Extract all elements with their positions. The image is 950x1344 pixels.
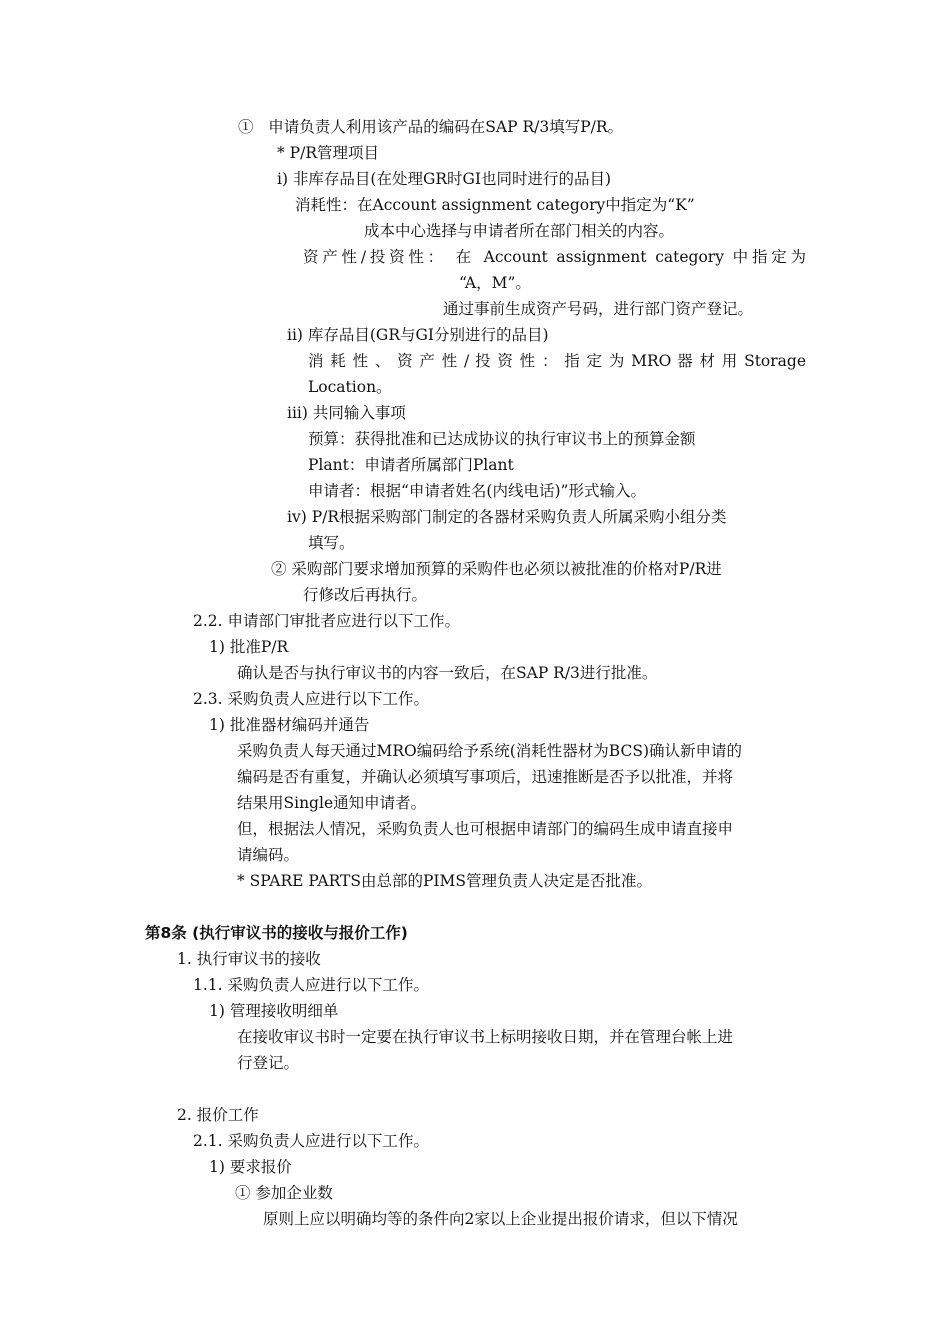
text-line: * P/R管理项目	[277, 144, 379, 162]
text-line: Location。	[308, 378, 392, 396]
text-line: * SPARE PARTS由总部的PIMS管理负责人决定是否批准。	[237, 872, 653, 890]
text-line: 但，根据法人情况，采购负责人也可根据申请部门的编码生成申请直接申	[237, 820, 734, 838]
text-line: 1. 执行审议书的接收	[177, 950, 321, 968]
text-line: i) 非库存品目(在处理GR时GI也同时进行的品目)	[277, 170, 612, 188]
text-line: 2.2. 申请部门审批者应进行以下工作。	[193, 612, 461, 630]
text-line: 行修改后再执行。	[303, 586, 428, 604]
text-line: 2.1. 采购负责人应进行以下工作。	[193, 1132, 430, 1150]
text-line: iv) P/R根据采购部门制定的各器材采购负责人所属采购小组分类	[287, 508, 727, 526]
text-line: 行登记。	[237, 1054, 300, 1072]
text-line: 资产性/投资性： 在 Account assignment category 中指定为	[303, 248, 806, 266]
text-line: 采购负责人每天通过MRO编码给予系统(消耗性器材为BCS)确认新申请的	[237, 742, 743, 760]
text-line: 在接收审议书时一定要在执行审议书上标明接收日期，并在管理台帐上进	[237, 1028, 734, 1046]
text-line: 2. 报价工作	[177, 1106, 259, 1124]
text-line: 申请者：根据“申请者姓名(内线电话)”形式输入。	[308, 482, 646, 500]
text-line: ② 采购部门要求增加预算的采购件也必须以被批准的价格对P/R进	[271, 560, 722, 578]
text-line: 请编码。	[237, 846, 300, 864]
text-line: 1.1. 采购负责人应进行以下工作。	[193, 976, 430, 994]
text-line: ii) 库存品目(GR与GI分别进行的品目)	[287, 326, 549, 344]
text-line: 消耗性：在Account assignment category中指定为“K”	[295, 196, 695, 214]
text-line: Plant：申请者所属部门Plant	[308, 456, 514, 474]
text-line: 通过事前生成资产号码，进行部门资产登记。	[443, 300, 754, 318]
text-line: iii) 共同输入事项	[287, 404, 406, 422]
text-line: “A，M”。	[459, 274, 531, 292]
text-line: 填写。	[308, 534, 355, 552]
text-line: 原则上应以明确均等的条件向2家以上企业提出报价请求，但以下情况	[263, 1210, 738, 1228]
section-heading: 第8条 (执行审议书的接收与报价工作)	[145, 924, 408, 942]
text-line: 1) 管理接收明细单	[209, 1002, 339, 1020]
text-line: 2.3. 采购负责人应进行以下工作。	[193, 690, 430, 708]
text-line: 编码是否有重复，并确认必须填写事项后，迅速推断是否予以批准，并将	[237, 768, 734, 786]
text-line: 预算：获得批准和已达成协议的执行审议书上的预算金额	[308, 430, 696, 448]
text-line: 1) 批准P/R	[209, 638, 289, 656]
text-line: ① 参加企业数	[235, 1184, 333, 1202]
text-line: ① 申请负责人利用该产品的编码在SAP R/3填写P/R。	[238, 118, 624, 136]
text-line: 1) 批准器材编码并通告	[209, 716, 370, 734]
text-line: 成本中心选择与申请者所在部门相关的内容。	[364, 222, 675, 240]
text-line: 结果用Single通知申请者。	[237, 794, 427, 812]
text-line: 确认是否与执行审议书的内容一致后，在SAP R/3进行批准。	[237, 664, 658, 682]
text-line: 1) 要求报价	[209, 1158, 292, 1176]
text-line: 消 耗 性 、 资 产 性 / 投 资 性 ： 指 定 为 MRO 器 材 用 Storage	[308, 352, 806, 370]
